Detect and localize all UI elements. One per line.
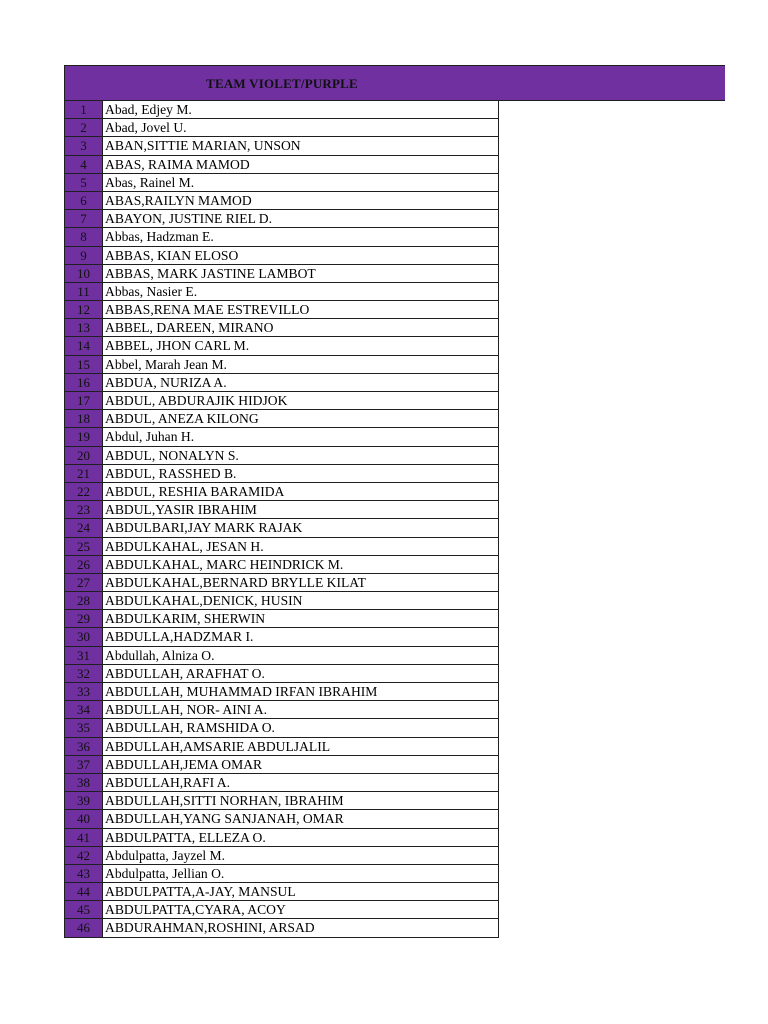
table-row bbox=[65, 247, 499, 265]
table-row bbox=[65, 374, 499, 392]
member-name: ABDULLAH, MUHAMMAD IRFAN IBRAHIM bbox=[103, 683, 499, 700]
member-name: Abbas, Nasier E. bbox=[103, 283, 499, 300]
table-row bbox=[65, 647, 499, 665]
member-name: ABDULLAH, NOR- AINI A. bbox=[103, 701, 499, 718]
member-name: ABDULKAHAL,DENICK, HUSIN bbox=[103, 592, 499, 609]
row-number: 40 bbox=[65, 810, 103, 827]
table-row bbox=[65, 483, 499, 501]
table-row bbox=[65, 538, 499, 556]
table-row bbox=[65, 919, 499, 937]
table-row bbox=[65, 810, 499, 828]
row-number: 26 bbox=[65, 556, 103, 573]
table-row bbox=[65, 192, 499, 210]
table-row bbox=[65, 556, 499, 574]
member-name: ABDUA, NURIZA A. bbox=[103, 374, 499, 391]
member-name: ABAYON, JUSTINE RIEL D. bbox=[103, 210, 499, 227]
member-name: ABDULPATTA, ELLEZA O. bbox=[103, 829, 499, 846]
row-number: 39 bbox=[65, 792, 103, 809]
table-row bbox=[65, 792, 499, 810]
row-number: 33 bbox=[65, 683, 103, 700]
member-name: ABDULLAH,AMSARIE ABDULJALIL bbox=[103, 738, 499, 755]
table-row bbox=[65, 628, 499, 646]
row-number: 37 bbox=[65, 756, 103, 773]
row-number: 3 bbox=[65, 137, 103, 154]
row-number: 15 bbox=[65, 356, 103, 373]
table-row bbox=[65, 610, 499, 628]
member-name: ABBEL, JHON CARL M. bbox=[103, 337, 499, 354]
row-number: 46 bbox=[65, 919, 103, 936]
row-number: 8 bbox=[65, 228, 103, 245]
row-number: 22 bbox=[65, 483, 103, 500]
member-name: ABDUL, RASSHED B. bbox=[103, 465, 499, 482]
row-number: 35 bbox=[65, 719, 103, 736]
row-number: 25 bbox=[65, 538, 103, 555]
row-number: 4 bbox=[65, 156, 103, 173]
member-name: ABDUL,YASIR IBRAHIM bbox=[103, 501, 499, 518]
row-number: 28 bbox=[65, 592, 103, 609]
member-name: Abad, Jovel U. bbox=[103, 119, 499, 136]
table-row bbox=[65, 283, 499, 301]
row-number: 24 bbox=[65, 519, 103, 536]
member-name: ABDUL, NONALYN S. bbox=[103, 447, 499, 464]
row-number: 2 bbox=[65, 119, 103, 136]
row-number: 34 bbox=[65, 701, 103, 718]
table-row bbox=[65, 738, 499, 756]
row-number: 41 bbox=[65, 829, 103, 846]
row-number: 9 bbox=[65, 247, 103, 264]
member-name: ABAN,SITTIE MARIAN, UNSON bbox=[103, 137, 499, 154]
table-row bbox=[65, 501, 499, 519]
row-number: 21 bbox=[65, 465, 103, 482]
table-row bbox=[65, 428, 499, 446]
member-name: Abdul, Juhan H. bbox=[103, 428, 499, 445]
member-name: ABDULKAHAL, JESAN H. bbox=[103, 538, 499, 555]
member-name: ABDULLA,HADZMAR I. bbox=[103, 628, 499, 645]
member-name: ABDULLAH,RAFI A. bbox=[103, 774, 499, 791]
member-name: Abbel, Marah Jean M. bbox=[103, 356, 499, 373]
roster-table bbox=[64, 101, 499, 938]
table-row bbox=[65, 592, 499, 610]
table-row bbox=[65, 774, 499, 792]
row-number: 38 bbox=[65, 774, 103, 791]
row-number: 20 bbox=[65, 447, 103, 464]
row-number: 42 bbox=[65, 847, 103, 864]
member-name: ABDULLAH, RAMSHIDA O. bbox=[103, 719, 499, 736]
table-row bbox=[65, 865, 499, 883]
member-name: ABDULLAH,JEMA OMAR bbox=[103, 756, 499, 773]
row-number: 31 bbox=[65, 647, 103, 664]
member-name: ABBAS, MARK JASTINE LAMBOT bbox=[103, 265, 499, 282]
row-number: 1 bbox=[65, 101, 103, 118]
member-name: Abdulpatta, Jellian O. bbox=[103, 865, 499, 882]
row-number: 11 bbox=[65, 283, 103, 300]
table-row bbox=[65, 210, 499, 228]
member-name: ABBEL, DAREEN, MIRANO bbox=[103, 319, 499, 336]
row-number: 19 bbox=[65, 428, 103, 445]
row-number: 44 bbox=[65, 883, 103, 900]
member-name: Abbas, Hadzman E. bbox=[103, 228, 499, 245]
member-name: ABDUL, RESHIA BARAMIDA bbox=[103, 483, 499, 500]
row-number: 18 bbox=[65, 410, 103, 427]
member-name: ABDULKAHAL,BERNARD BRYLLE KILAT bbox=[103, 574, 499, 591]
row-number: 27 bbox=[65, 574, 103, 591]
table-row bbox=[65, 301, 499, 319]
table-row bbox=[65, 410, 499, 428]
table-row bbox=[65, 447, 499, 465]
team-title: TEAM VIOLET/PURPLE bbox=[206, 76, 358, 91]
table-row bbox=[65, 719, 499, 737]
table-row bbox=[65, 119, 499, 137]
table-row bbox=[65, 337, 499, 355]
table-row bbox=[65, 392, 499, 410]
row-number: 23 bbox=[65, 501, 103, 518]
row-number: 14 bbox=[65, 337, 103, 354]
table-row bbox=[65, 319, 499, 337]
table-row bbox=[65, 883, 499, 901]
row-number: 16 bbox=[65, 374, 103, 391]
member-name: ABDULBARI,JAY MARK RAJAK bbox=[103, 519, 499, 536]
member-name: ABDURAHMAN,ROSHINI, ARSAD bbox=[103, 919, 499, 936]
table-row bbox=[65, 665, 499, 683]
member-name: ABBAS,RENA MAE ESTREVILLO bbox=[103, 301, 499, 318]
row-number: 12 bbox=[65, 301, 103, 318]
member-name: ABDULPATTA,CYARA, ACOY bbox=[103, 901, 499, 918]
table-row bbox=[65, 901, 499, 919]
row-number: 17 bbox=[65, 392, 103, 409]
member-name: ABDUL, ANEZA KILONG bbox=[103, 410, 499, 427]
member-name: Abdullah, Alniza O. bbox=[103, 647, 499, 664]
table-row bbox=[65, 701, 499, 719]
row-number: 6 bbox=[65, 192, 103, 209]
table-row bbox=[65, 519, 499, 537]
row-number: 43 bbox=[65, 865, 103, 882]
table-row bbox=[65, 465, 499, 483]
table-row bbox=[65, 156, 499, 174]
table-row bbox=[65, 174, 499, 192]
table-row bbox=[65, 683, 499, 701]
table-row bbox=[65, 574, 499, 592]
member-name: ABDULPATTA,A-JAY, MANSUL bbox=[103, 883, 499, 900]
member-name: ABDULKAHAL, MARC HEINDRICK M. bbox=[103, 556, 499, 573]
table-row bbox=[65, 756, 499, 774]
member-name: ABBAS, KIAN ELOSO bbox=[103, 247, 499, 264]
table-row bbox=[65, 265, 499, 283]
row-number: 10 bbox=[65, 265, 103, 282]
table-row bbox=[65, 847, 499, 865]
row-number: 36 bbox=[65, 738, 103, 755]
member-name: ABDULLAH,YANG SANJANAH, OMAR bbox=[103, 810, 499, 827]
row-number: 45 bbox=[65, 901, 103, 918]
row-number: 30 bbox=[65, 628, 103, 645]
row-number: 13 bbox=[65, 319, 103, 336]
member-name: ABDULKARIM, SHERWIN bbox=[103, 610, 499, 627]
row-number: 5 bbox=[65, 174, 103, 191]
row-number: 29 bbox=[65, 610, 103, 627]
table-row bbox=[65, 356, 499, 374]
member-name: Abdulpatta, Jayzel M. bbox=[103, 847, 499, 864]
member-name: ABDULLAH,SITTI NORHAN, IBRAHIM bbox=[103, 792, 499, 809]
member-name: ABAS, RAIMA MAMOD bbox=[103, 156, 499, 173]
row-number: 7 bbox=[65, 210, 103, 227]
row-number: 32 bbox=[65, 665, 103, 682]
member-name: ABAS,RAILYN MAMOD bbox=[103, 192, 499, 209]
member-name: Abas, Rainel M. bbox=[103, 174, 499, 191]
table-row bbox=[65, 137, 499, 155]
table-row bbox=[65, 829, 499, 847]
member-name: Abad, Edjey M. bbox=[103, 101, 499, 118]
table-row bbox=[65, 101, 499, 119]
team-header-bar bbox=[64, 65, 725, 101]
member-name: ABDUL, ABDURAJIK HIDJOK bbox=[103, 392, 499, 409]
member-name: ABDULLAH, ARAFHAT O. bbox=[103, 665, 499, 682]
table-row bbox=[65, 228, 499, 246]
